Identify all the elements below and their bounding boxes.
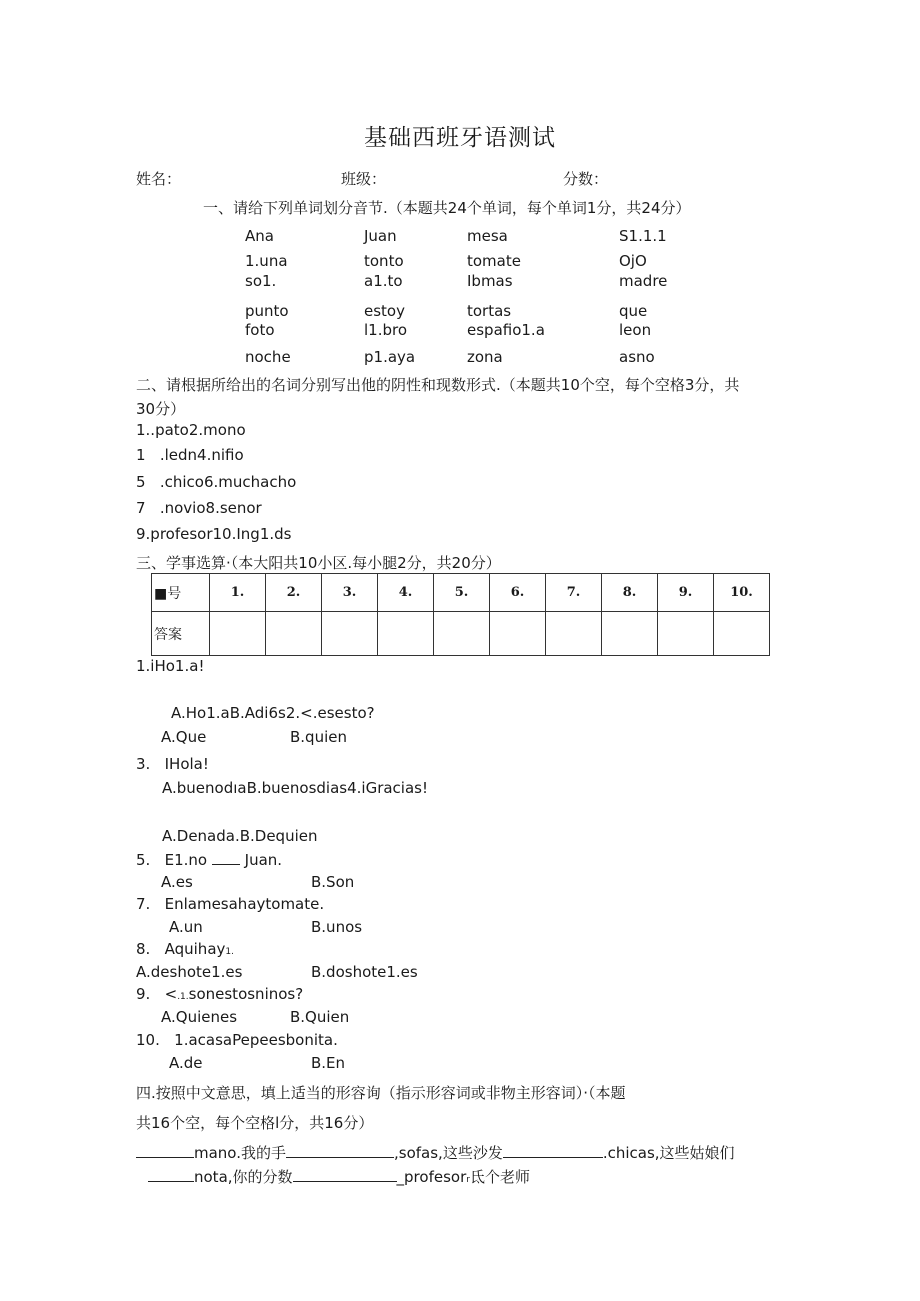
question-1-options: A.Ho1.aB.Adi6s2.<.esesto? bbox=[171, 704, 375, 722]
section4-heading-cont: 共16个空，每个空格l分，共16分） bbox=[136, 1114, 374, 1132]
question-9 bbox=[136, 985, 303, 1003]
option-b: B.unos bbox=[311, 918, 363, 936]
question-10: 10. 1.acasaPepeesbonita. bbox=[136, 1031, 338, 1049]
answer-cell[interactable] bbox=[378, 612, 434, 656]
answer-blank[interactable] bbox=[148, 1167, 194, 1182]
syllable-word: espafio1.a bbox=[467, 321, 545, 339]
question-4-options: A.Denada.B.Dequien bbox=[162, 827, 318, 845]
name-label: 姓名： bbox=[136, 170, 182, 188]
question-9-subscript: .1. bbox=[177, 992, 189, 1002]
noun-item: 7 .novio8.senor bbox=[136, 499, 262, 517]
answer-table bbox=[151, 573, 770, 656]
answer-blank[interactable] bbox=[293, 1167, 397, 1182]
fill-prompt: _profesor bbox=[396, 1168, 467, 1186]
question-5-text: 5. E1.no bbox=[136, 851, 208, 869]
section3-heading: 三、学事选算·（本大阳共10小区.每小腿2分，共20分） bbox=[136, 554, 501, 572]
answer-blank[interactable] bbox=[136, 1143, 194, 1158]
class-label: 班级： bbox=[341, 170, 387, 188]
syllable-word: a1.to bbox=[364, 272, 403, 290]
option-a: A.de bbox=[169, 1054, 203, 1072]
option-a: A.un bbox=[169, 918, 203, 936]
option-a: A.Que bbox=[161, 728, 207, 746]
question-3-options: A.buenodıaB.buenosdias4.iGracias! bbox=[162, 779, 428, 797]
fill-subscript: r bbox=[466, 1175, 470, 1185]
fill-prompt: mano.我的手 bbox=[194, 1144, 286, 1162]
option-b: B.Son bbox=[311, 873, 355, 891]
syllable-word: madre bbox=[619, 272, 668, 290]
answer-cell[interactable] bbox=[322, 612, 378, 656]
question-1: 1.iHo1.a! bbox=[136, 657, 205, 675]
answer-cell[interactable] bbox=[490, 612, 546, 656]
fill-prompt: nota,你的分数 bbox=[194, 1168, 293, 1186]
question-number: 5. bbox=[434, 574, 490, 612]
question-8-text: 8. Aquihay bbox=[136, 940, 226, 958]
syllable-word: mesa bbox=[467, 227, 508, 245]
answer-blank[interactable] bbox=[212, 850, 240, 865]
fill-prompt: ,sofas,这些沙发 bbox=[394, 1144, 503, 1162]
syllable-word: estoy bbox=[364, 302, 405, 320]
noun-item: 1..pato2.mono bbox=[136, 421, 246, 439]
option-b: B.En bbox=[311, 1054, 346, 1072]
question-number: 10. bbox=[714, 574, 770, 612]
question-7: 7. Enlamesahaytomate. bbox=[136, 895, 325, 913]
option-b: B.Quien bbox=[290, 1008, 350, 1026]
question-number: 6. bbox=[490, 574, 546, 612]
question-9-text-end: sonestosninos? bbox=[188, 985, 304, 1003]
syllable-word: noche bbox=[245, 348, 291, 366]
syllable-word: OjO bbox=[619, 252, 647, 270]
noun-item: 9.profesor10.Ing1.ds bbox=[136, 525, 292, 543]
option-a: A.deshote1.es bbox=[136, 963, 243, 981]
option-a: A.es bbox=[161, 873, 193, 891]
answer-blank[interactable] bbox=[286, 1143, 394, 1158]
section4-heading: 四.按照中文意思，填上适当的形容询（指示形容词或非物主形容词）·（本题 bbox=[136, 1084, 626, 1102]
section2-heading-cont: 30分） bbox=[136, 400, 186, 418]
noun-item: 1 .ledn4.nifio bbox=[136, 446, 244, 464]
syllable-word: Juan bbox=[364, 227, 397, 245]
noun-item: 5 .chico6.muchacho bbox=[136, 473, 297, 491]
syllable-word: p1.aya bbox=[364, 348, 416, 366]
question-number: 3. bbox=[322, 574, 378, 612]
question-number: 8. bbox=[602, 574, 658, 612]
table-header-number: ■号 bbox=[152, 574, 210, 612]
option-a: A.Quienes bbox=[161, 1008, 238, 1026]
fill-line-1 bbox=[136, 1142, 735, 1163]
syllable-word: asno bbox=[619, 348, 655, 366]
score-label: 分数： bbox=[563, 170, 609, 188]
section2-heading: 二、请根据所给出的名词分别写出他的阴性和现数形式.（本题共10个空，每个空格3分，共 bbox=[136, 376, 740, 394]
syllable-word: Ibmas bbox=[467, 272, 513, 290]
option-b: B.quien bbox=[290, 728, 347, 746]
syllable-word: Ana bbox=[245, 227, 274, 245]
question-number: 2. bbox=[266, 574, 322, 612]
syllable-word: 1.una bbox=[245, 252, 288, 270]
table-header-answer: 答案 bbox=[152, 612, 210, 656]
question-5-text-end: Juan. bbox=[244, 851, 283, 869]
answer-cell[interactable] bbox=[658, 612, 714, 656]
syllable-word: que bbox=[619, 302, 648, 320]
question-number: 1. bbox=[210, 574, 266, 612]
syllable-word: leon bbox=[619, 321, 652, 339]
question-8 bbox=[136, 940, 234, 958]
question-number: 4. bbox=[378, 574, 434, 612]
syllable-word: zona bbox=[467, 348, 503, 366]
fill-line-2 bbox=[148, 1166, 530, 1187]
option-b: B.doshote1.es bbox=[311, 963, 418, 981]
syllable-word: punto bbox=[245, 302, 289, 320]
answer-blank[interactable] bbox=[503, 1143, 603, 1158]
answer-cell[interactable] bbox=[714, 612, 770, 656]
question-number: 7. bbox=[546, 574, 602, 612]
question-3: 3. IHola! bbox=[136, 755, 209, 773]
syllable-word: foto bbox=[245, 321, 275, 339]
syllable-word: S1.1.1 bbox=[619, 227, 667, 245]
answer-cell[interactable] bbox=[602, 612, 658, 656]
syllable-word: so1. bbox=[245, 272, 277, 290]
answer-cell[interactable] bbox=[266, 612, 322, 656]
question-8-subscript: 1. bbox=[225, 947, 234, 957]
answer-cell[interactable] bbox=[546, 612, 602, 656]
fill-prompt: 氐个老师 bbox=[469, 1168, 530, 1186]
answer-cell[interactable] bbox=[434, 612, 490, 656]
answer-cell[interactable] bbox=[210, 612, 266, 656]
syllable-word: tonto bbox=[364, 252, 404, 270]
section1-heading: 一、请给下列单词划分音节.（本题共24个单词，每个单词1分，共24分） bbox=[203, 199, 691, 217]
syllable-word: tomate bbox=[467, 252, 521, 270]
question-5 bbox=[136, 850, 282, 869]
fill-prompt: .chicas,这些姑娘们 bbox=[602, 1144, 735, 1162]
syllable-word: l1.bro bbox=[364, 321, 408, 339]
page-title: 基础西班牙语测试 bbox=[364, 125, 556, 151]
syllable-word: tortas bbox=[467, 302, 512, 320]
question-9-text: 9. < bbox=[136, 985, 178, 1003]
question-number: 9. bbox=[658, 574, 714, 612]
